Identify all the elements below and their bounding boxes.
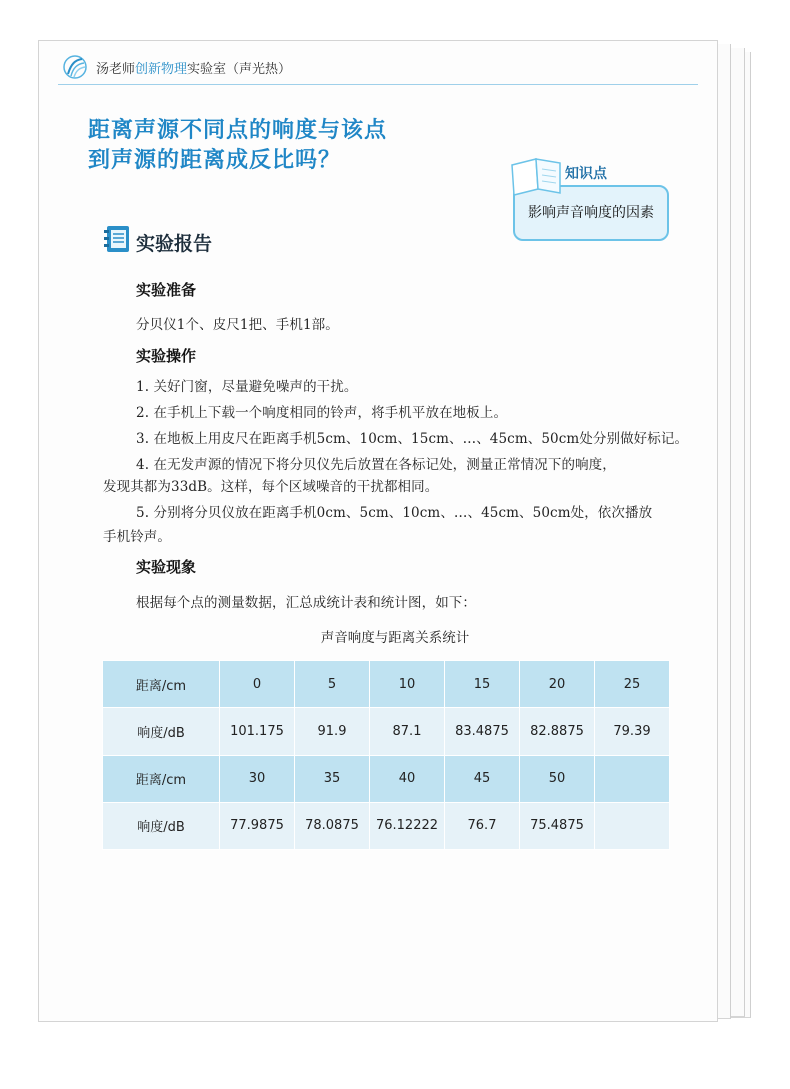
table-cell: 25 xyxy=(595,661,670,708)
table-row xyxy=(103,661,670,708)
heading-operations: 实验操作 xyxy=(136,347,197,365)
heading-preparation: 实验准备 xyxy=(136,281,197,299)
table-row xyxy=(103,802,670,849)
step-5-line2: 手机铃声。 xyxy=(103,529,171,545)
table-cell: 77.9875 xyxy=(220,802,295,849)
knowledge-point-text: 影响声音响度的因素 xyxy=(528,205,654,221)
step-4-line2: 发现其都为33dB。这样，每个区域噪音的干扰都相同。 xyxy=(103,479,439,495)
table-cell xyxy=(595,802,670,849)
table-cell: 40 xyxy=(370,755,445,802)
step-1: 1. 关好门窗，尽量避免噪声的干扰。 xyxy=(136,379,358,395)
table-row xyxy=(103,708,670,755)
table-cell: 83.4875 xyxy=(445,708,520,755)
table-cell: 0 xyxy=(220,661,295,708)
heading-phenomenon: 实验现象 xyxy=(136,558,197,576)
table-cell: 35 xyxy=(295,755,370,802)
table-cell: 45 xyxy=(445,755,520,802)
table-cell: 距离/cm xyxy=(103,661,220,708)
table-cell: 20 xyxy=(520,661,595,708)
table-cell: 101.175 xyxy=(220,708,295,755)
table-cell xyxy=(595,755,670,802)
table-cell: 响度/dB xyxy=(103,802,220,849)
step-5-line1: 5. 分别将分贝仪放在距离手机0cm、5cm、10cm、…、45cm、50cm处，依次播放 xyxy=(136,505,653,521)
table-cell: 50 xyxy=(520,755,595,802)
step-3: 3. 在地板上用皮尺在距离手机5cm、10cm、15cm、…、45cm、50cm处分别做好标记。 xyxy=(136,431,689,447)
table-cell: 76.7 xyxy=(445,802,520,849)
table-cell: 91.9 xyxy=(295,708,370,755)
table-cell: 82.8875 xyxy=(520,708,595,755)
table-cell: 10 xyxy=(370,661,445,708)
report-notebook-icon xyxy=(103,224,133,254)
page-title xyxy=(88,116,387,176)
table-cell: 响度/dB xyxy=(103,708,220,755)
table-cell: 76.12222 xyxy=(370,802,445,849)
step-2: 2. 在手机上下载一个响度相同的铃声，将手机平放在地板上。 xyxy=(136,405,508,421)
table-cell: 79.39 xyxy=(595,708,670,755)
header-series: 创新物理 xyxy=(135,62,188,77)
notebook-icon xyxy=(508,155,568,199)
header-lab: 实验室 xyxy=(187,62,227,77)
running-header xyxy=(96,58,291,77)
phenomenon-text: 根据每个点的测量数据，汇总成统计表和统计图，如下： xyxy=(136,595,476,611)
table-title: 声音响度与距离关系统计 xyxy=(320,630,470,646)
header-volume: （声光热） xyxy=(226,62,292,77)
table-cell: 距离/cm xyxy=(103,755,220,802)
table-cell: 75.4875 xyxy=(520,802,595,849)
loudness-distance-table xyxy=(102,660,670,850)
page-title-line1: 距离声源不同点的响度与该点 xyxy=(88,118,388,143)
header-rule xyxy=(58,84,698,85)
step-4-line1: 4. 在无发声源的情况下将分贝仪先后放置在各标记处，测量正常情况下的响度， xyxy=(136,457,616,473)
table-row xyxy=(103,755,670,802)
table-cell: 5 xyxy=(295,661,370,708)
page-title-line2: 到声源的距离成反比吗？ xyxy=(88,148,342,173)
knowledge-point-tab: 知识点 xyxy=(565,166,607,182)
header-author: 汤老师 xyxy=(96,62,136,77)
table-cell: 87.1 xyxy=(370,708,445,755)
table-cell: 15 xyxy=(445,661,520,708)
preparation-text: 分贝仪1个、皮尺1把、手机1部。 xyxy=(136,317,339,333)
table-cell: 78.0875 xyxy=(295,802,370,849)
table-cell: 30 xyxy=(220,755,295,802)
header-logo-icon xyxy=(62,54,88,80)
section-title-report: 实验报告 xyxy=(136,233,213,255)
